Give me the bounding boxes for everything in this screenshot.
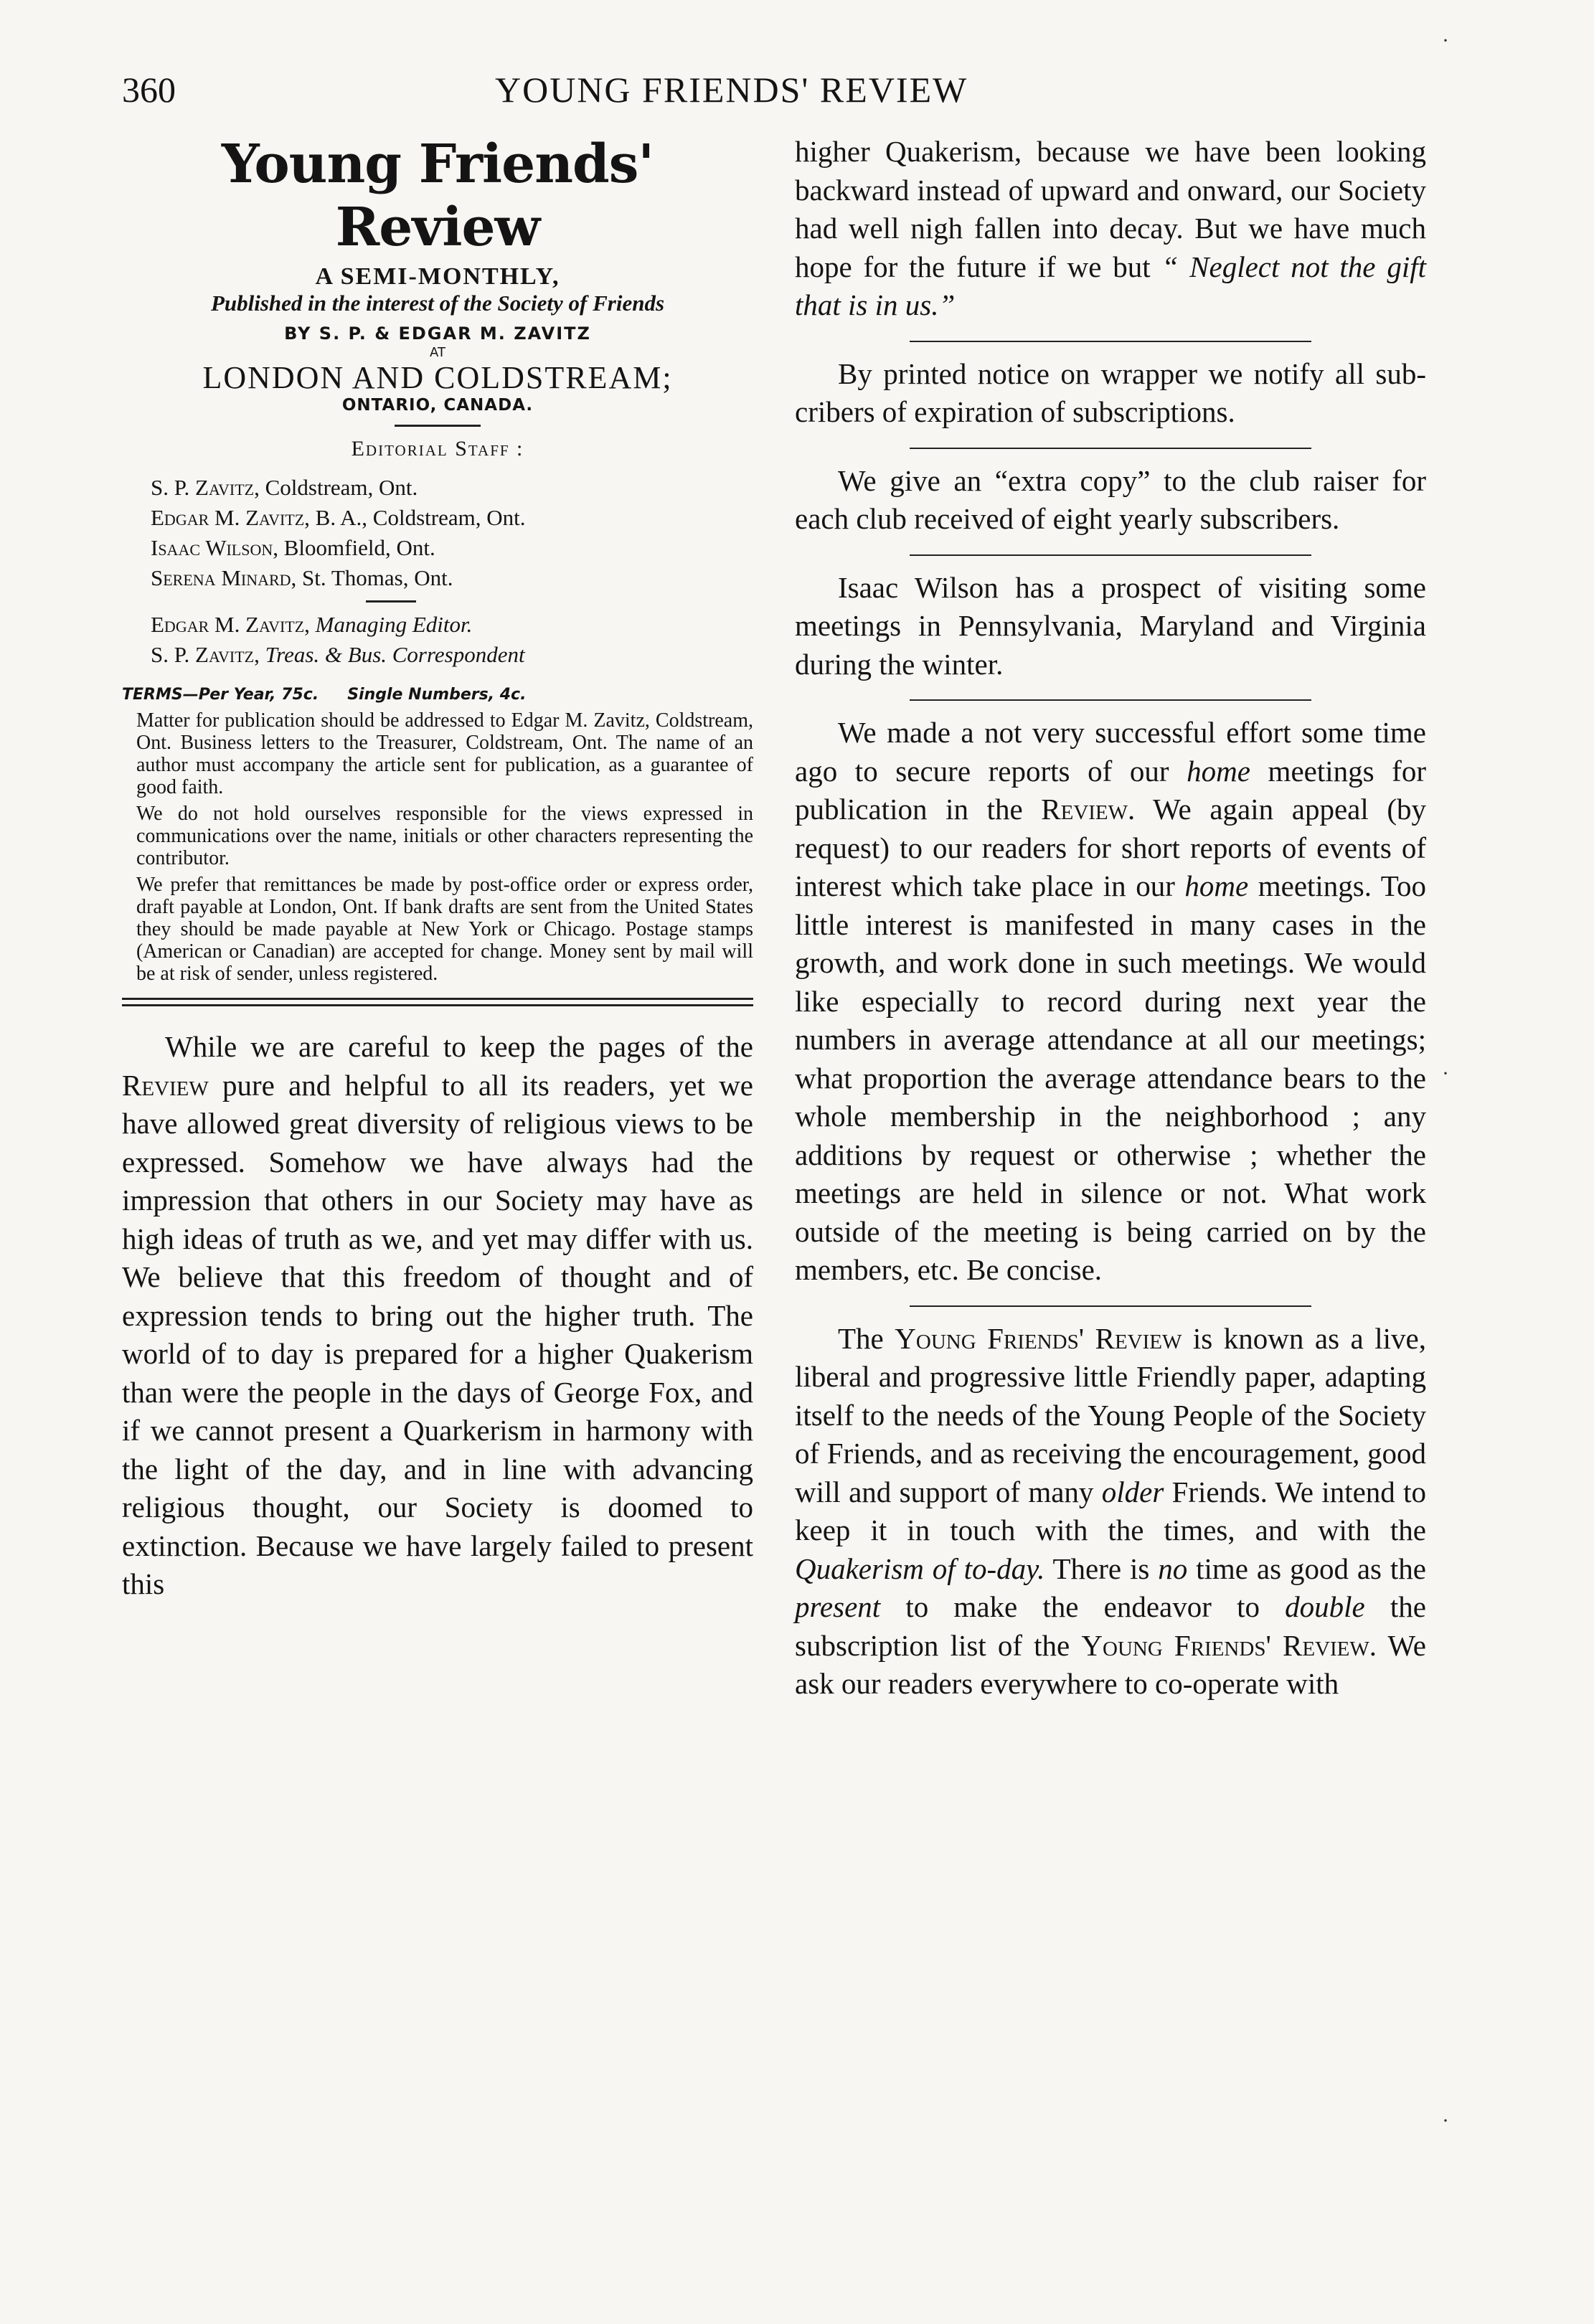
scan-speck: · [1442, 1062, 1449, 1085]
section-divider [122, 998, 753, 1006]
divider [395, 425, 481, 427]
masthead-published: Published in the interest of the Society of Friends [210, 290, 665, 316]
divider [910, 341, 1311, 342]
staff-member: Isaac Wilson, Bloomfield, Ont. [151, 535, 435, 560]
running-header [122, 69, 1471, 119]
scan-speck: · [1442, 29, 1449, 52]
meeting-reports-appeal: We made a not very successful effort some time ago to secure reports of our home meetings for publication in the Review. We again appeal (by request) to our readers for short reports of events of interest which take place in our home meetings. Too little interest is manifested in many cases in the growth, and work done in such meetings. We would like especially to record during next year the numbers in average attendance at all our meetings; what proportion the average attendance bears to the whole membership in the neighborhood ; any additions by request or otherwise ; whether the meetings are held in silence or not. What work outside of the meeting is being carried on by the members, etc. Be concise. [795, 716, 1426, 1286]
extra-copy-notice: We give an “extra copy” to the club raiser for each club received of eight yearly subscribers. [795, 463, 1426, 535]
editorial-staff-heading: Editorial Staff : [351, 437, 524, 460]
divider [910, 554, 1311, 556]
masthead-publishers: BY S. P. & EDGAR M. ZAVITZ [284, 323, 591, 344]
left-column [122, 133, 753, 1604]
managing-editor: Edgar M. Zavitz, Managing Editor. [151, 612, 473, 637]
wilson-notice: Isaac Wilson has a prospect of visiting some meetings in Pennsylvania, Maryland and Virginia during the winter. [795, 570, 1426, 681]
terms-single: Single Numbers, 4c. [347, 686, 527, 704]
lead-article-continued: higher Quakerism, because we have been looking backward instead of upward and onward, our Society had well nigh fallen into decay. But we have much hope for the future if we but “ Neglect not the gift that is in us.” [795, 135, 1426, 321]
closing-appeal: The Young Friends' Review is known as a live, liberal and progressive little Friendly paper, adapting itself to the needs of the Young People of the Society of Friends, and as receiving the encouragement, good will and support of many older Friends. We intend to keep it in touch with the times, and with the Quakerism of to-day. There is no time as good as the present to make the endeavor to double the subscription list of the Young Friends' Review. We ask our readers everywhere to co-operate with [795, 1321, 1427, 1700]
masthead-place: LONDON AND COLDSTREAM; [202, 360, 673, 395]
subscription-terms [122, 686, 753, 704]
masthead-subtitle: A SEMI-MONTHLY, [315, 263, 560, 290]
business-correspondent: S. P. Zavitz, Treas. & Bus. Correspondent [151, 642, 525, 667]
editorial-staff-list [122, 473, 753, 670]
notice-responsibility: We do not hold ourselves responsible for the views expressed in communications over the name, initials or other characters representing the contributor. [136, 803, 753, 869]
terms-yearly: TERMS—Per Year, 75c. [122, 686, 319, 704]
lead-article-paragraph: While we are careful to keep the pages of the Review pure and helpful to all its readers, yet we have allowed great diversity of religious views to be expressed. Somehow we have always had the impression that others in our Society may have as high ideas of truth as we, and yet may differ with us. We believe that this freedom of thought and of expression tends to bring out the higher truth. The world of to day is prepared for a higher Quakerism than were the people in the days of George Fox, and if we cannot present a Quarkerism in harmony with the light of the day, and in line with advancing religious thought, our Society is doomed to extinction. Because we have largely failed to present this [122, 1030, 753, 1600]
page-number: 360 [122, 70, 176, 110]
divider [366, 600, 416, 603]
divider [910, 699, 1311, 701]
divider [910, 1305, 1311, 1307]
divider [910, 448, 1311, 449]
staff-member: Serena Minard, St. Thomas, Ont. [151, 565, 453, 590]
notice-submissions: Matter for publication should be addressed to Edgar M. Zavitz, Coldstream, Ont. Business letters to the Treasurer, Coldstream, Ont. The name of an author must accompany the article sent for publication, as a guarantee of good faith. [136, 709, 753, 798]
wrapper-notice: By printed notice on wrapper we notify all sub-cribers of expiration of subscriptions. [795, 356, 1426, 428]
running-title: YOUNG FRIENDS' REVIEW [495, 70, 968, 110]
masthead-title: Young Friends' Review [221, 133, 654, 258]
notice-remittances: We prefer that remittances be made by post-office order or express order, draft payable at London, Ont. If bank drafts are sent from the United States they should be made payable at New York or Chicago. Postage stamps (American or Canadian) are accepted for change. Money sent by mail will be at risk of sender, unless registered. [136, 874, 753, 985]
masthead-region: ONTARIO, CANADA. [341, 396, 534, 415]
masthead-at: AT [430, 345, 445, 360]
scan-speck: · [1442, 2109, 1449, 2132]
masthead [122, 133, 753, 415]
right-column [795, 133, 1426, 1704]
staff-member: Edgar M. Zavitz, B. A., Coldstream, Ont. [151, 505, 526, 530]
staff-member: S. P. Zavitz, Coldstream, Ont. [151, 475, 418, 500]
